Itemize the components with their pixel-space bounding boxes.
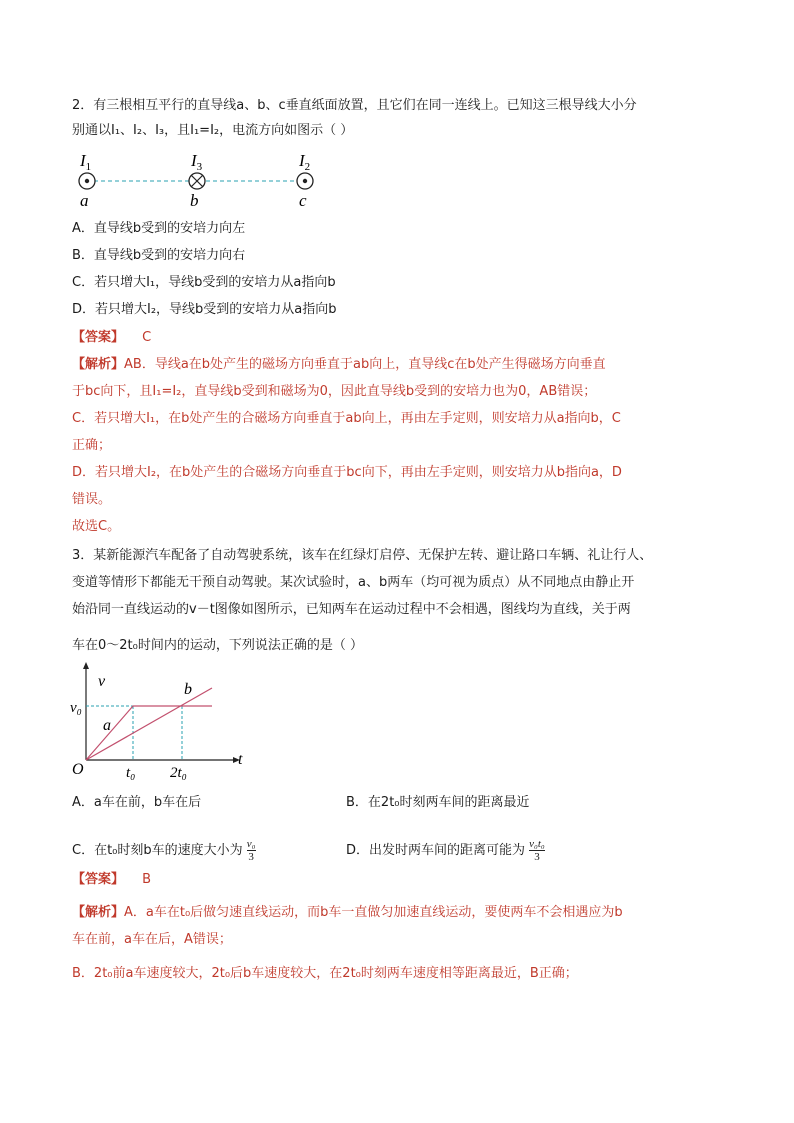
q3-stem-line2: 变道等情形下都能无干预自动驾驶。某次试验时，a、b两车（均可视为质点）从不同地点由静止开 <box>72 575 635 590</box>
q2-analysis-line6: 错误。 <box>72 492 112 507</box>
wire-a <box>79 151 95 210</box>
current-label-I2: $I_2$ <box>299 151 311 173</box>
answer-tag: 【答案】 <box>72 872 125 887</box>
q2-analysis-line5: D．若只增大I₂，在b处产生的合磁场方向垂直于bc向下，再由左手定则，则安培力从b指向a，D <box>72 465 622 480</box>
current-label-I3: $I_3$ <box>191 151 203 173</box>
q3-stem-line4: 车在0～2t₀时间内的运动，下列说法正确的是（ ） <box>72 638 363 653</box>
answer-value: B <box>142 872 152 887</box>
q3-option-b: B．在2t₀时刻两车间的距离最近 <box>346 795 530 810</box>
2t0-label: 2t₀ <box>170 765 187 781</box>
q3-answer-row <box>72 870 151 890</box>
origin-label: O <box>72 761 84 778</box>
q2-conclusion: 故选C。 <box>72 519 121 534</box>
q3-stem-line3: 始沿同一直线运动的v－t图像如图所示，已知两车在运动过程中不会相遇，图线均为直线，关于两 <box>72 602 631 617</box>
q2-analysis-line3: C．若只增大I₁，在b处产生的合磁场方向垂直于ab向上，再由左手定则，则安培力从a指向b，C <box>72 411 621 426</box>
q2-analysis-line4: 正确； <box>72 438 112 453</box>
q3-analysis-line1: 【解析】A．a车在t₀后做匀速直线运动，而b车一直做匀加速直线运动，要使两车不会相遇应为b <box>72 905 623 920</box>
current-label-I1: $I_1$ <box>80 151 92 173</box>
fraction-v0t0-over-3: $\frac{\text{v₀t₀}}{3}$ <box>529 838 545 863</box>
q3-analysis-line2: 车在前，a车在后，A错误； <box>72 932 232 947</box>
q2-stem-line1: 2．有三根相互平行的直导线a、b、c垂直纸面放置，且它们在同一连线上。已知这三根导线大小分 <box>72 98 637 113</box>
x-axis-label: t <box>238 751 243 768</box>
q2-stem-line2: 别通以I₁、I₂、I₃，且I₁=I₂，电流方向如图示（ ） <box>72 123 354 138</box>
q2-option-b: B．直导线b受到的安培力向右 <box>72 248 246 263</box>
q3-analysis-line3: B．2t₀前a车速度较大，2t₀后b车速度较大，在2t₀时刻两车速度相等距离最近，B正确； <box>72 966 578 981</box>
wire-b <box>189 151 205 210</box>
analysis-tag: 【解析】 <box>72 357 125 372</box>
v0-label: v₀ <box>70 700 82 716</box>
t0-label: t₀ <box>126 765 136 781</box>
q2-analysis-line2: 于bc向下，且I₁=I₂，直导线b受到和磁场为0，因此直导线b受到的安培力也为0，AB错误； <box>72 384 597 399</box>
line-b-label: b <box>184 681 192 698</box>
analysis-tag: 【解析】 <box>72 905 125 920</box>
fraction-v0-over-3: $\frac{\text{v₀}}{3}$ <box>246 838 256 863</box>
answer-tag: 【答案】 <box>72 330 125 345</box>
current-out-dot-icon <box>303 179 307 183</box>
q2-option-c: C．若只增大I₁，导线b受到的安培力从a指向b <box>72 275 336 290</box>
wire-label-a: a <box>80 191 89 210</box>
line-a-label: a <box>103 717 111 734</box>
wire-c <box>297 151 313 210</box>
y-axis-arrow-icon <box>83 662 89 669</box>
q2-analysis-line1: 【解析】AB．导线a在b处产生的磁场方向垂直于ab向上，直导线c在b处产生得磁场方向垂直 <box>72 357 606 372</box>
y-axis-label: v <box>98 673 106 690</box>
vt-graph <box>66 660 256 782</box>
wire-label-b: b <box>190 191 199 210</box>
q2-wire-diagram <box>70 148 330 210</box>
q2-option-a: A．直导线b受到的安培力向左 <box>72 221 246 236</box>
wire-label-c: c <box>299 191 307 210</box>
current-out-dot-icon <box>85 179 89 183</box>
q3-option-d: D．出发时两车间的距离可能为 $\frac{\text{v₀t₀}}{3}$ <box>346 838 545 863</box>
q3-stem-line1: 3．某新能源汽车配备了自动驾驶系统，该车在红绿灯启停、无保护左转、避让路口车辆、礼让行人、 <box>72 548 653 563</box>
q2-option-d: D．若只增大I₂，导线b受到的安培力从a指向b <box>72 302 337 317</box>
q3-option-a: A．a车在前，b车在后 <box>72 795 202 810</box>
q3-option-c: C．在t₀时刻b车的速度大小为 $\frac{\text{v₀}}{3}$ <box>72 838 256 863</box>
answer-value: C <box>142 330 152 345</box>
q2-answer-row <box>72 328 151 348</box>
